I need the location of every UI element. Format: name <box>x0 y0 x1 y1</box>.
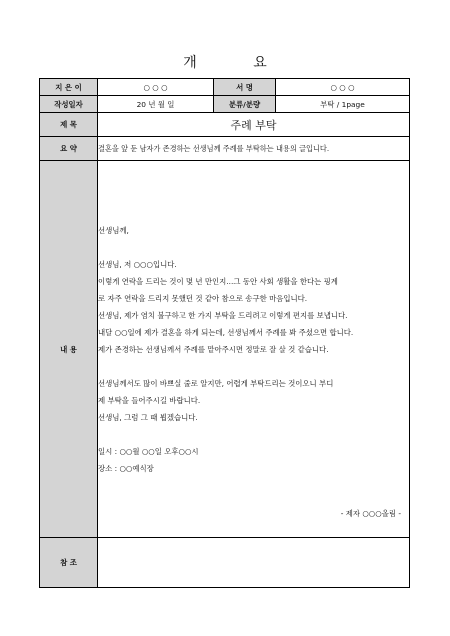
summary-form <box>39 78 410 588</box>
reference-label: 참 조 <box>40 538 98 588</box>
paragraph-gap <box>98 358 409 375</box>
category-value: 부탁 / 1page <box>276 96 410 113</box>
letter-line: 선생님, 저 ○○○입니다. <box>98 259 177 269</box>
author-label: 지 은 이 <box>40 79 98 96</box>
summary-label: 요 약 <box>40 137 98 161</box>
paragraph-gap <box>98 426 409 443</box>
letter-line: 선생님, 그럼 그 때 뵙겠습니다. <box>98 412 198 422</box>
signature: - 제자 ○○○올림 - <box>340 509 401 518</box>
subject-label: 제 목 <box>40 113 98 137</box>
letter-line: 이렇게 연락을 드리는 것이 몇 년 만인지...그 동안 사회 생활을 한다는 핑계 <box>98 276 338 286</box>
document-title: 개 요 <box>183 55 293 71</box>
content-body <box>98 161 410 538</box>
date-value: 20 년 월 일 <box>98 96 214 113</box>
content-label: 내 용 <box>40 161 98 538</box>
reference-value <box>98 538 410 588</box>
sign-label: 서 명 <box>214 79 276 96</box>
letter-line: 선생님, 제가 염치 불구하고 한 가지 부탁을 드리려고 이렇게 편지를 보냅니다. <box>98 310 348 320</box>
subject-value: 주례 부탁 <box>98 113 410 137</box>
venue-line: 장소 : ○○예식장 <box>98 463 154 473</box>
letter-line: 제가 존경하는 선생님께서 주례를 맡아주시면 정말로 잘 살 것 같습니다. <box>98 344 329 354</box>
date-label: 작성일자 <box>40 96 98 113</box>
paragraph-gap <box>98 239 409 256</box>
letter-line: 선생님께서도 많이 바쁘실 줄로 알지만, 어렵게 부탁드리는 것이오니 부디 <box>98 378 334 388</box>
greeting-line: 선생님께, <box>98 225 129 235</box>
category-label: 분류/분량 <box>214 96 276 113</box>
letter-line: 내달 ○○일에 제가 결혼을 하게 되는데, 선생님께서 주례를 봐 주셨으면 합니다. <box>98 327 354 337</box>
letter-line: 로 자주 연락을 드리지 못했던 것 같아 참으로 송구한 마음입니다. <box>98 293 308 303</box>
sign-value: ○ ○ ○ <box>276 79 410 96</box>
letter-line: 제 부탁을 들어주시길 바랍니다. <box>98 395 201 405</box>
schedule-line: 일시 : ○○월 ○○일 오후○○시 <box>98 446 199 456</box>
author-value: ○ ○ ○ <box>98 79 214 96</box>
summary-value: 결혼을 앞 둔 남자가 존경하는 선생님께 주례를 부탁하는 내용의 글입니다. <box>98 137 410 161</box>
